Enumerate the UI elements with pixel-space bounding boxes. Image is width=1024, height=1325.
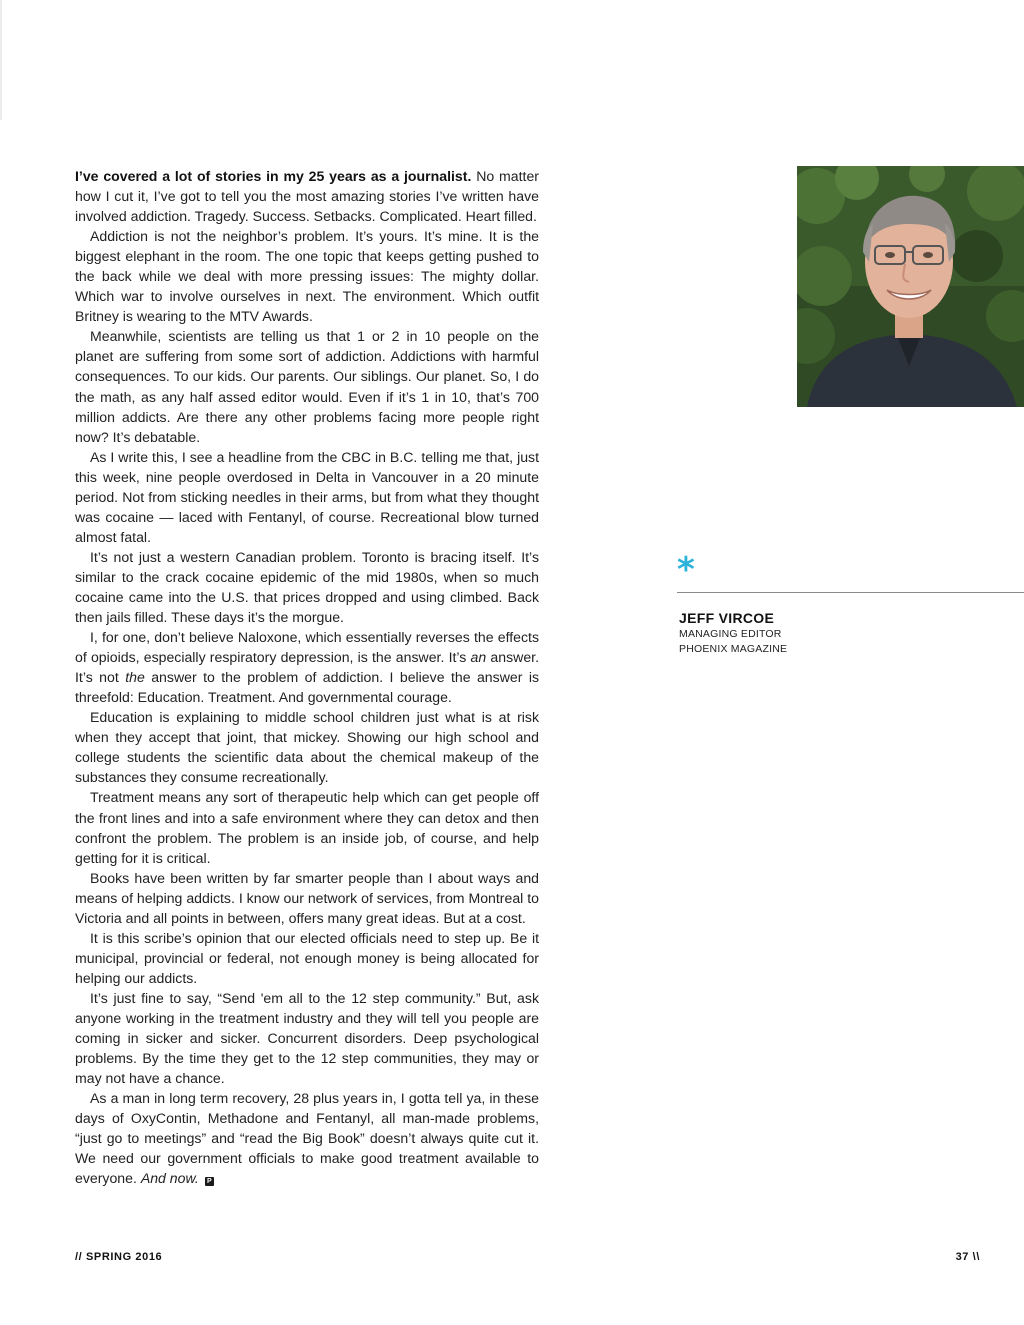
article-paragraph-6-text-a: I, for one, don’t believe Naloxone, which essentially reverses the effects of opioids, especially respiratory depression, is the answer. It’s bbox=[75, 629, 539, 666]
article-paragraph-9: Books have been written by far smarter people than I about ways and means of helping addicts. I know our network of services, from Montreal to Victoria and all points in between, offers many great ideas. But at a cost. bbox=[75, 869, 539, 926]
article-lead: I’ve covered a lot of stories in my 25 years as a journalist. bbox=[75, 168, 472, 184]
article-paragraph-2: Addiction is not the neighbor’s problem. It’s yours. It’s mine. It is the biggest elephant in the room. The one topic that keeps getting pushed to the back while we deal with more pressing issues: The mighty dollar. Which war to involve ourselves in next. The environment. Which outfit Britney is wearing to the MTV Awards. bbox=[75, 228, 539, 325]
article-paragraph-12-text: As a man in long term recovery, 28 plus years in, I gotta tell ya, in these days of OxyContin, Methadone and Fentanyl, all man-made problems, “just go to meetings” and “read the Big Book” doesn’t always quite cut it. We need our government officials to make good treatment available to everyone. bbox=[75, 1090, 539, 1187]
article-paragraph-12 bbox=[75, 1088, 539, 1188]
article-paragraph-10: It is this scribe’s opinion that our elected officials need to step up. Be it municipal, provincial or federal, not enough money is being allocated for helping our addicts. bbox=[75, 929, 539, 986]
article-closing-emphasis: And now. bbox=[140, 1170, 199, 1187]
article-paragraph-6-text-c: answer to the problem of addiction. I believe the answer is threefold: Education. Treatment. And governmental courage. bbox=[75, 669, 540, 706]
author-name: JEFF VIRCOE bbox=[679, 610, 775, 626]
article-paragraph-3: Meanwhile, scientists are telling us that 1 or 2 in 10 people on the planet are suffering from some sort of addiction. Addictions with harmful consequences. To our kids. Our parents. Our siblings. Our planet. So, I do the math, as any half assed editor would. Even if it’s 1 in 10, that’s 700 million addicts. Are there any other problems facing more people right now? It’s debatable. bbox=[75, 328, 539, 445]
publication-name: PHOENIX MAGAZINE bbox=[679, 643, 788, 655]
footer-page-number: 37 \\ bbox=[955, 1251, 980, 1263]
article-paragraph-8: Treatment means any sort of therapeutic help which can get people off the front lines and into a safe environment where they can detox and then confront the problem. The problem is an inside job, of course, and help getting for it is critical. bbox=[75, 789, 539, 866]
end-mark-icon: P bbox=[205, 1177, 214, 1186]
editorial-article bbox=[75, 166, 539, 1188]
author-title: MANAGING EDITOR bbox=[679, 628, 782, 640]
article-paragraph-6-text-b: answer. It’s not bbox=[75, 649, 539, 686]
article-paragraph-1-text: No matter how I cut it, I’ve got to tell you the most amazing stories I’ve written have involved addiction. Tragedy. Success. Setbacks. Complicated. Heart filled. bbox=[75, 168, 539, 225]
author-photo bbox=[797, 166, 1024, 407]
author-byline bbox=[679, 609, 787, 657]
page-edge-line bbox=[0, 0, 2, 120]
article-paragraph-5: It’s not just a western Canadian problem. Toronto is bracing itself. It’s similar to the crack cocaine epidemic of the mid 1980s, when so much cocaine came into the U.S. that prices dropped and using climbed. Back then jails filled. These days it’s the morgue. bbox=[75, 548, 539, 626]
article-paragraph-4: As I write this, I see a headline from the CBC in B.C. telling me that, just this week, nine people overdosed in Delta in Vancouver in a 20 minute period. Not from sticking needles in their arms, but from what they thought was cocaine — laced with Fentanyl, of course. Recreational blow turned almost fatal. bbox=[75, 448, 539, 545]
article-paragraph-6 bbox=[75, 627, 539, 707]
article-paragraph-1 bbox=[75, 166, 539, 226]
article-paragraph-7: Education is explaining to middle school children just what is at risk when they accept that joint, that mickey. Showing our high school and college students the scientific data about the chemical makeup of the substances they consume recreationally. bbox=[75, 709, 539, 786]
article-paragraph-11: It’s just fine to say, “Send 'em all to the 12 step community.” But, ask anyone working in the treatment industry and they will tell you people are coming in sicker and sicker. Concurrent disorders. Deep psychological problems. By the time they get to the 12 step communities, they may or may not have a chance. bbox=[75, 989, 539, 1087]
article-paragraph-6-emphasis-the: the bbox=[125, 669, 145, 686]
article-paragraph-6-emphasis-an: an bbox=[470, 649, 487, 666]
accent-asterisk-icon: * bbox=[677, 550, 695, 590]
sidebar-divider bbox=[677, 592, 1024, 593]
footer-issue-label: // SPRING 2016 bbox=[75, 1251, 163, 1263]
